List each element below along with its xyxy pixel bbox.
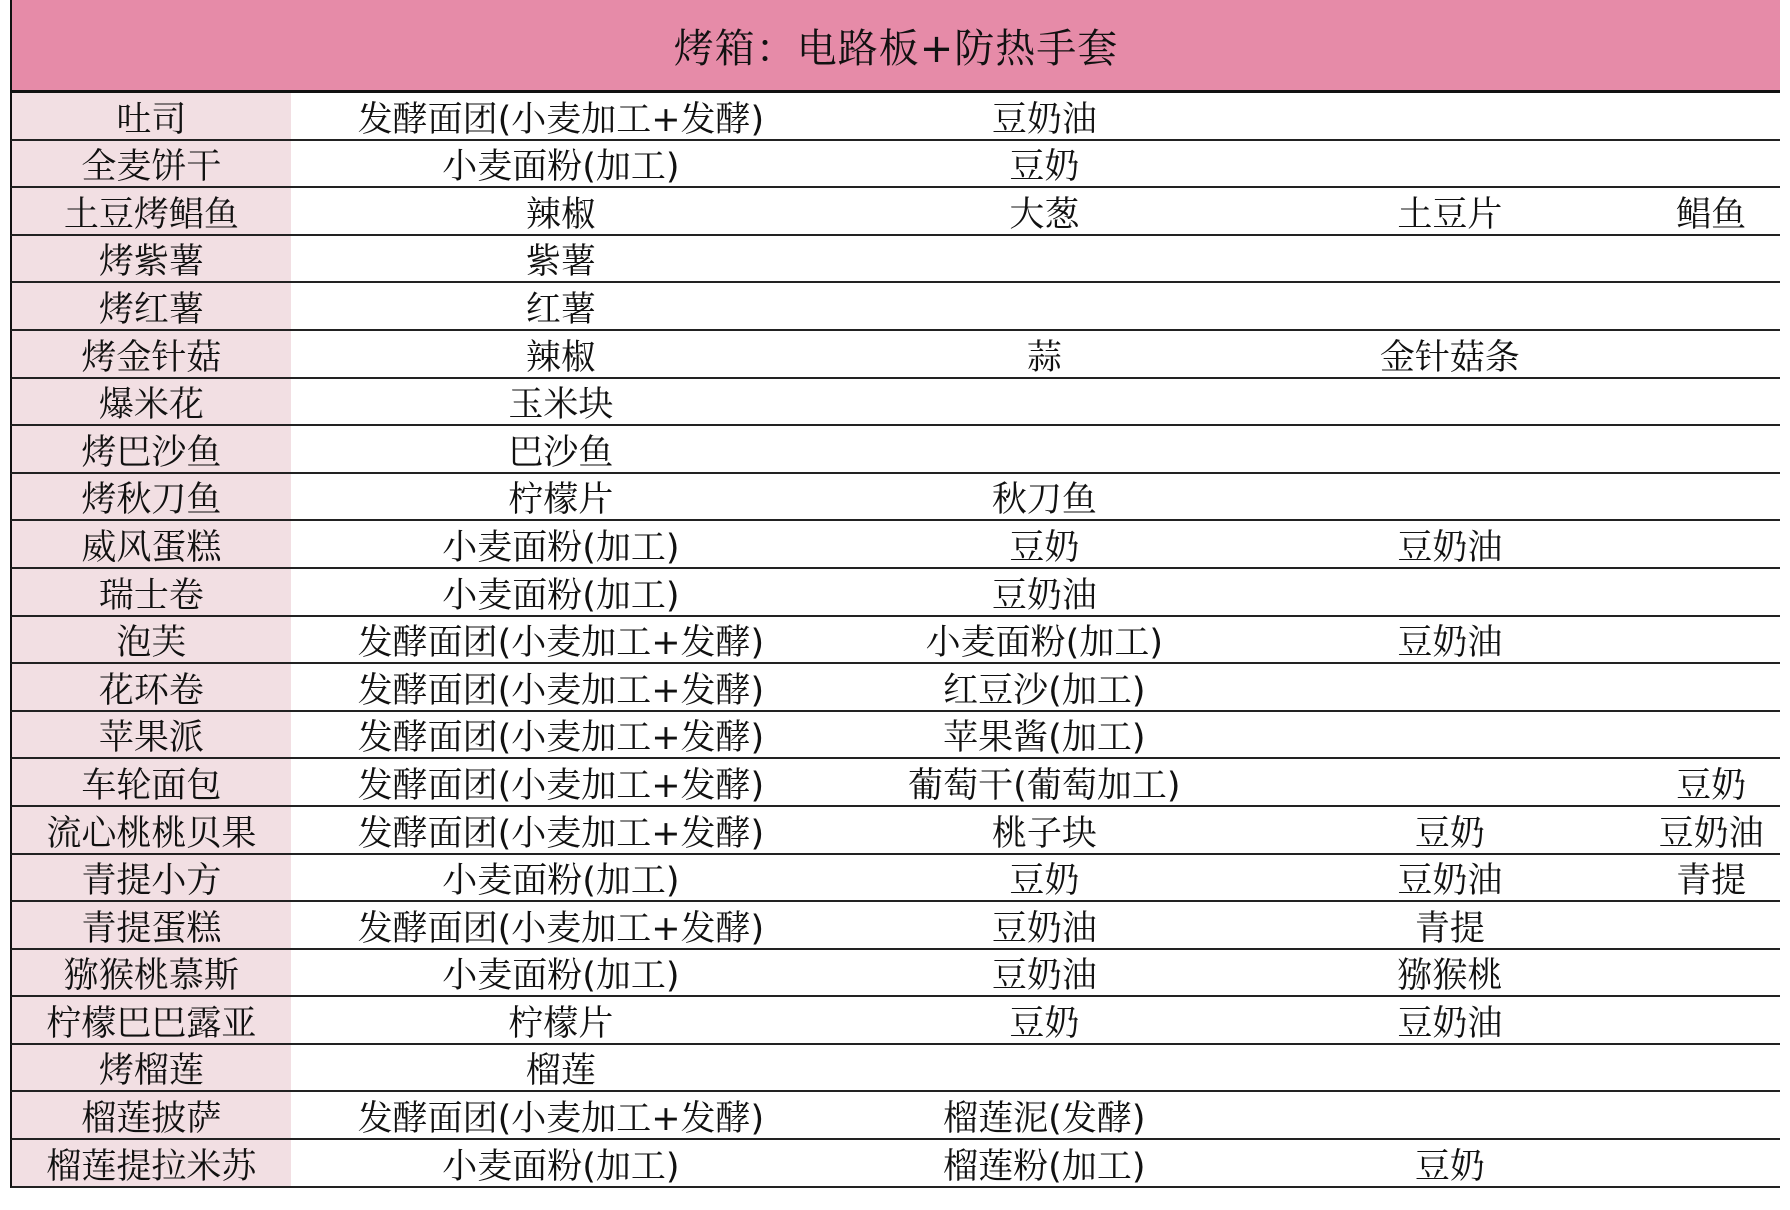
ingredient-cell[interactable] bbox=[1258, 1092, 1643, 1138]
ingredient-cell[interactable] bbox=[1642, 474, 1780, 520]
ingredient-cell[interactable] bbox=[1258, 236, 1643, 282]
ingredient-cell[interactable]: 豆奶油 bbox=[991, 575, 1097, 616]
dish-name-cell[interactable]: 泡芙 bbox=[12, 617, 291, 663]
table-row bbox=[10, 331, 1780, 379]
dish-name-cell[interactable]: 土豆烤鲳鱼 bbox=[12, 188, 291, 234]
dish-name-cell[interactable]: 苹果派 bbox=[12, 712, 291, 758]
ingredient-cell[interactable] bbox=[1642, 1045, 1780, 1091]
ingredient-cell[interactable]: 豆奶油 bbox=[991, 908, 1097, 949]
ingredient-cell[interactable]: 大葱 bbox=[1009, 194, 1080, 235]
ingredient-cell[interactable]: 小麦面粉(加工) bbox=[442, 527, 680, 568]
ingredient-cell[interactable]: 发酵面团(小麦加工+发酵) bbox=[357, 765, 765, 806]
ingredient-cell[interactable]: 苹果酱(加工) bbox=[943, 718, 1146, 759]
ingredient-cell[interactable]: 豆奶 bbox=[1414, 1146, 1485, 1187]
dish-name-cell[interactable]: 吐司 bbox=[12, 93, 291, 139]
dish-name-cell[interactable]: 花环卷 bbox=[12, 664, 291, 710]
table-row bbox=[10, 474, 1780, 522]
ingredient-cell[interactable] bbox=[1258, 1045, 1643, 1091]
ingredient-cell[interactable]: 豆奶油 bbox=[1397, 861, 1503, 902]
ingredient-cell[interactable]: 发酵面团(小麦加工+发酵) bbox=[357, 623, 765, 664]
ingredient-cell[interactable]: 发酵面团(小麦加工+发酵) bbox=[357, 1099, 765, 1140]
ingredient-cell[interactable]: 发酵面团(小麦加工+发酵) bbox=[357, 718, 765, 759]
ingredient-cell[interactable]: 豆奶 bbox=[1009, 147, 1080, 188]
ingredient-cell[interactable]: 柠檬片 bbox=[508, 480, 614, 521]
ingredient-cell[interactable]: 小麦面粉(加工) bbox=[442, 861, 680, 902]
table-row bbox=[10, 188, 1780, 236]
table-row bbox=[10, 902, 1780, 950]
dish-name-cell[interactable]: 青提蛋糕 bbox=[12, 902, 291, 948]
ingredient-cell[interactable] bbox=[1642, 1092, 1780, 1138]
table-row bbox=[10, 807, 1780, 855]
recipe-table bbox=[10, 93, 1780, 1188]
ingredient-cell[interactable]: 猕猴桃 bbox=[1397, 956, 1503, 997]
ingredient-cell[interactable]: 豆奶 bbox=[1414, 813, 1485, 854]
table-row bbox=[10, 759, 1780, 807]
ingredient-cell[interactable]: 豆奶油 bbox=[1397, 527, 1503, 568]
ingredient-cell[interactable] bbox=[1258, 759, 1643, 805]
ingredient-cell[interactable]: 小麦面粉(加工) bbox=[442, 147, 680, 188]
ingredient-cell[interactable]: 青提 bbox=[1414, 908, 1485, 949]
dish-name-cell[interactable]: 烤巴沙鱼 bbox=[12, 426, 291, 472]
dish-name-cell[interactable]: 烤紫薯 bbox=[12, 236, 291, 282]
ingredient-cell[interactable]: 豆奶油 bbox=[1658, 813, 1764, 854]
ingredient-cell[interactable] bbox=[1642, 617, 1780, 663]
ingredient-cell[interactable] bbox=[1258, 569, 1643, 615]
table-row bbox=[10, 1045, 1780, 1093]
table-row bbox=[10, 521, 1780, 569]
ingredient-cell[interactable]: 辣椒 bbox=[525, 337, 596, 378]
ingredient-cell[interactable] bbox=[1258, 474, 1643, 520]
table-row bbox=[10, 855, 1780, 903]
ingredient-cell[interactable] bbox=[831, 236, 1258, 282]
table-row bbox=[10, 283, 1780, 331]
table-row bbox=[10, 712, 1780, 760]
ingredient-cell[interactable]: 豆奶油 bbox=[991, 956, 1097, 997]
ingredient-cell[interactable]: 豆奶油 bbox=[1397, 1003, 1503, 1044]
ingredient-cell[interactable]: 柠檬片 bbox=[508, 1003, 614, 1044]
dish-name-cell[interactable]: 流心桃桃贝果 bbox=[12, 807, 291, 853]
ingredient-cell[interactable]: 发酵面团(小麦加工+发酵) bbox=[357, 813, 765, 854]
ingredient-cell[interactable]: 豆奶 bbox=[1009, 1003, 1080, 1044]
dish-name-cell[interactable]: 爆米花 bbox=[12, 379, 291, 425]
ingredient-cell[interactable]: 小麦面粉(加工) bbox=[442, 1146, 680, 1187]
ingredient-cell[interactable] bbox=[1642, 902, 1780, 948]
table-row bbox=[10, 617, 1780, 665]
ingredient-cell[interactable] bbox=[831, 379, 1258, 425]
ingredient-cell[interactable]: 葡萄干(葡萄加工) bbox=[908, 765, 1181, 806]
ingredient-cell[interactable] bbox=[1258, 93, 1643, 139]
dish-name-cell[interactable]: 青提小方 bbox=[12, 855, 291, 901]
ingredient-cell[interactable]: 发酵面团(小麦加工+发酵) bbox=[357, 99, 765, 140]
ingredient-cell[interactable] bbox=[1642, 521, 1780, 567]
ingredient-cell[interactable]: 秋刀鱼 bbox=[991, 480, 1097, 521]
ingredient-cell[interactable]: 小麦面粉(加工) bbox=[925, 623, 1163, 664]
table-row bbox=[10, 236, 1780, 284]
ingredient-cell[interactable] bbox=[1642, 331, 1780, 377]
ingredient-cell[interactable] bbox=[1258, 664, 1643, 710]
dish-name-cell[interactable]: 猕猴桃慕斯 bbox=[12, 950, 291, 996]
ingredient-cell[interactable] bbox=[1258, 379, 1643, 425]
dish-name-cell[interactable]: 榴莲提拉米苏 bbox=[12, 1140, 291, 1186]
table-row bbox=[10, 379, 1780, 427]
ingredient-cell[interactable] bbox=[831, 283, 1258, 329]
ingredient-cell[interactable]: 鲳鱼 bbox=[1676, 194, 1747, 235]
ingredient-cell[interactable]: 蒜 bbox=[1026, 337, 1062, 378]
sheet-title: 烤箱：电路板+防热手套 bbox=[10, 0, 1780, 93]
ingredient-cell[interactable]: 榴莲粉(加工) bbox=[943, 1146, 1146, 1187]
ingredient-cell[interactable]: 辣椒 bbox=[525, 194, 596, 235]
table-row bbox=[10, 93, 1780, 141]
ingredient-cell[interactable]: 豆奶油 bbox=[991, 99, 1097, 140]
table-row bbox=[10, 426, 1780, 474]
ingredient-cell[interactable] bbox=[1642, 569, 1780, 615]
table-row bbox=[10, 1092, 1780, 1140]
ingredient-cell[interactable]: 榴莲 bbox=[525, 1051, 596, 1092]
dish-name-cell[interactable]: 瑞士卷 bbox=[12, 569, 291, 615]
ingredient-cell[interactable]: 金针菇条 bbox=[1379, 337, 1520, 378]
ingredient-cell[interactable] bbox=[1642, 236, 1780, 282]
ingredient-cell[interactable]: 小麦面粉(加工) bbox=[442, 575, 680, 616]
ingredient-cell[interactable]: 发酵面团(小麦加工+发酵) bbox=[357, 908, 765, 949]
ingredient-cell[interactable]: 桃子块 bbox=[991, 813, 1097, 854]
dish-name-cell[interactable]: 烤榴莲 bbox=[12, 1045, 291, 1091]
ingredient-cell[interactable]: 豆奶 bbox=[1009, 527, 1080, 568]
table-row bbox=[10, 950, 1780, 998]
ingredient-cell[interactable] bbox=[1258, 141, 1643, 187]
ingredient-cell[interactable]: 豆奶 bbox=[1676, 765, 1747, 806]
ingredient-cell[interactable] bbox=[1642, 426, 1780, 472]
ingredient-cell[interactable]: 红豆沙(加工) bbox=[943, 670, 1146, 711]
ingredient-cell[interactable]: 青提 bbox=[1676, 861, 1747, 902]
ingredient-cell[interactable] bbox=[831, 1045, 1258, 1091]
dish-name-cell[interactable]: 烤红薯 bbox=[12, 283, 291, 329]
dish-name-cell[interactable]: 榴莲披萨 bbox=[12, 1092, 291, 1138]
table-row bbox=[10, 997, 1780, 1045]
ingredient-cell[interactable] bbox=[1642, 997, 1780, 1043]
dish-name-cell[interactable]: 烤金针菇 bbox=[12, 331, 291, 377]
table-row bbox=[10, 1140, 1780, 1188]
ingredient-cell[interactable]: 小麦面粉(加工) bbox=[442, 956, 680, 997]
ingredient-cell[interactable] bbox=[1642, 141, 1780, 187]
table-row bbox=[10, 141, 1780, 189]
ingredient-cell[interactable] bbox=[1642, 712, 1780, 758]
ingredient-cell[interactable]: 紫薯 bbox=[525, 242, 596, 283]
spreadsheet bbox=[10, 0, 1780, 1188]
table-row bbox=[10, 664, 1780, 712]
dish-name-cell[interactable]: 烤秋刀鱼 bbox=[12, 474, 291, 520]
ingredient-cell[interactable] bbox=[1258, 426, 1643, 472]
ingredient-cell[interactable] bbox=[1258, 283, 1643, 329]
ingredient-cell[interactable]: 土豆片 bbox=[1397, 194, 1503, 235]
ingredient-cell[interactable] bbox=[1642, 950, 1780, 996]
ingredient-cell[interactable]: 豆奶 bbox=[1009, 861, 1080, 902]
ingredient-cell[interactable] bbox=[1642, 1140, 1780, 1186]
ingredient-cell[interactable]: 巴沙鱼 bbox=[508, 432, 614, 473]
ingredient-cell[interactable] bbox=[1642, 664, 1780, 710]
ingredient-cell[interactable] bbox=[1258, 712, 1643, 758]
ingredient-cell[interactable]: 玉米块 bbox=[508, 385, 614, 426]
table-row bbox=[10, 569, 1780, 617]
ingredient-cell[interactable]: 榴莲泥(发酵) bbox=[943, 1099, 1146, 1140]
dish-name-cell[interactable]: 全麦饼干 bbox=[12, 141, 291, 187]
ingredient-cell[interactable] bbox=[831, 426, 1258, 472]
dish-name-cell[interactable]: 柠檬巴巴露亚 bbox=[12, 997, 291, 1043]
dish-name-cell[interactable]: 威风蛋糕 bbox=[12, 521, 291, 567]
ingredient-cell[interactable] bbox=[1642, 93, 1780, 139]
ingredient-cell[interactable] bbox=[1642, 283, 1780, 329]
ingredient-cell[interactable]: 豆奶油 bbox=[1397, 623, 1503, 664]
ingredient-cell[interactable] bbox=[1642, 379, 1780, 425]
dish-name-cell[interactable]: 车轮面包 bbox=[12, 759, 291, 805]
ingredient-cell[interactable]: 发酵面团(小麦加工+发酵) bbox=[357, 670, 765, 711]
ingredient-cell[interactable]: 红薯 bbox=[525, 289, 596, 330]
